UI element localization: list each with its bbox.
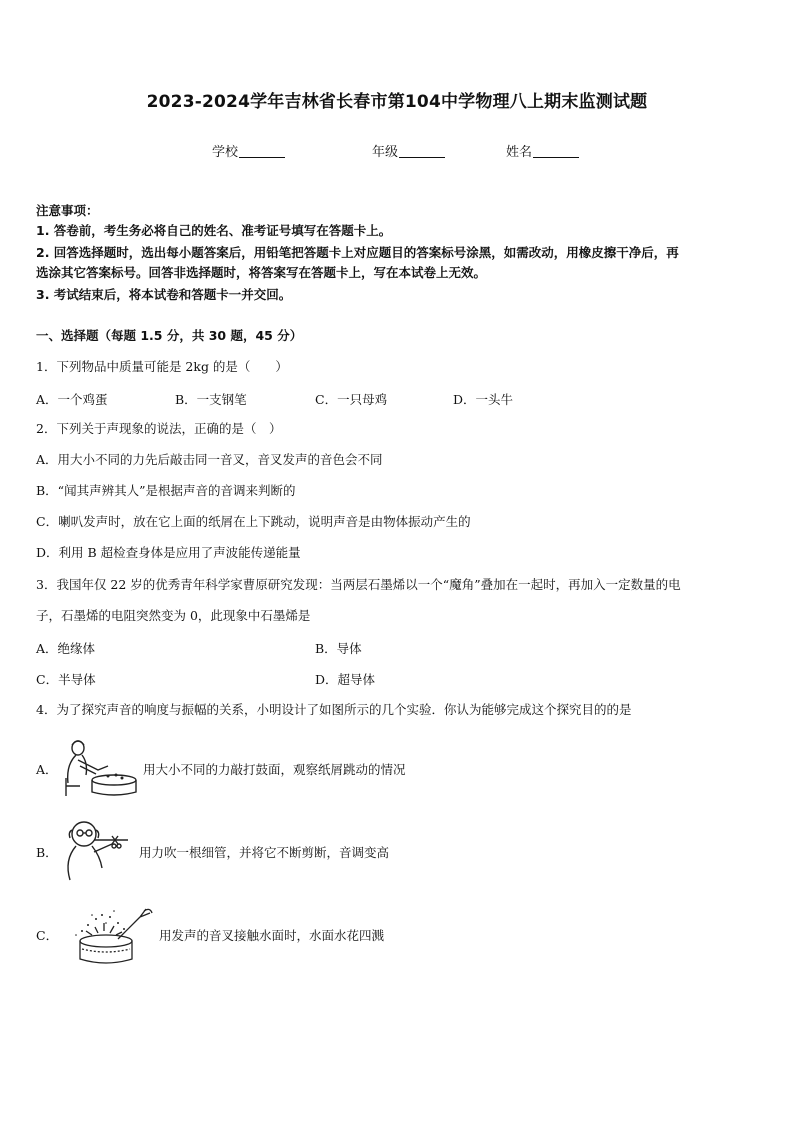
q2-option-d: D．利用 B 超检查身体是应用了声波能传递能量 bbox=[36, 545, 301, 560]
school-blank bbox=[239, 145, 285, 158]
notes-heading: 注意事项： bbox=[36, 203, 99, 218]
q4-option-b-text: 用力吹一根细管，并将它不断剪断，音调变高 bbox=[139, 845, 390, 860]
name-label: 姓名 bbox=[506, 145, 533, 160]
q3-option-a: A．绝缘体 bbox=[36, 641, 96, 656]
question-stem: 2．下列关于声现象的说法，正确的是（ ） bbox=[36, 421, 282, 436]
question-stem: 1．下列物品中质量可能是 2kg 的是（ ） bbox=[36, 359, 288, 374]
page-title: 2023-2024学年吉林省长春市第104中学物理八上期末监测试题 bbox=[146, 92, 648, 112]
grade-blank bbox=[399, 145, 445, 158]
name-field bbox=[506, 141, 579, 160]
blowing-tube-figure-icon bbox=[62, 816, 138, 882]
school-label: 学校 bbox=[212, 145, 239, 160]
tuning-fork-water-figure-icon bbox=[68, 903, 156, 969]
q3-option-d: D．超导体 bbox=[315, 672, 376, 687]
note-item: 选涂其它答案标号。回答非选择题时，将答案写在答题卡上，写在本试卷上无效。 bbox=[36, 265, 487, 280]
note-item: 2. 回答选择题时，选出每小题答案后，用铅笔把答题卡上对应题目的答案标号涂黑，如需改动，用橡皮擦干净后，再 bbox=[36, 245, 679, 260]
q4-option-b-letter: B． bbox=[36, 845, 58, 860]
name-blank bbox=[533, 145, 579, 158]
q3-option-c: C．半导体 bbox=[36, 672, 96, 687]
q4-option-a-letter: A． bbox=[36, 762, 58, 777]
q1-option-a: A．一个鸡蛋 bbox=[36, 392, 108, 407]
q1-option-c: C．一只母鸡 bbox=[315, 392, 388, 407]
question-stem: 3．我国年仅 22 岁的优秀青年科学家曹原研究发现：当两层石墨烯以一个“魔角”叠加在一起时，再加入一定数量的电 bbox=[36, 577, 681, 592]
q2-option-b: B．“闻其声辨其人”是根据声音的音调来判断的 bbox=[36, 483, 296, 498]
grade-label: 年级 bbox=[372, 145, 399, 160]
note-item: 1. 答卷前，考生务必将自己的姓名、准考证号填写在答题卡上。 bbox=[36, 223, 392, 238]
note-item: 3. 考试结束后，将本试卷和答题卡一并交回。 bbox=[36, 287, 292, 302]
question-stem-continued: 子，石墨烯的电阻突然变为 0，此现象中石墨烯是 bbox=[36, 608, 311, 623]
q1-option-b: B．一支钢笔 bbox=[175, 392, 247, 407]
q2-option-c: C．喇叭发声时，放在它上面的纸屑在上下跳动，说明声音是由物体振动产生的 bbox=[36, 514, 471, 529]
q4-option-c-text: 用发声的音叉接触水面时，水面水花四溅 bbox=[159, 928, 385, 943]
drum-figure-icon bbox=[58, 736, 140, 798]
school-field bbox=[212, 141, 285, 160]
question-stem: 4．为了探究声音的响度与振幅的关系，小明设计了如图所示的几个实验．你认为能够完成这个探究目的的是 bbox=[36, 702, 632, 717]
grade-field bbox=[372, 141, 445, 160]
q2-option-a: A．用大小不同的力先后敲击同一音叉，音叉发声的音色会不同 bbox=[36, 452, 383, 467]
q3-option-b: B．导体 bbox=[315, 641, 362, 656]
section-heading: 一、选择题（每题 1.5 分，共 30 题，45 分） bbox=[36, 328, 303, 343]
q4-option-c-letter: C． bbox=[36, 928, 59, 943]
q4-option-a-text: 用大小不同的力敲打鼓面，观察纸屑跳动的情况 bbox=[143, 762, 406, 777]
q1-option-d: D．一头牛 bbox=[453, 392, 514, 407]
